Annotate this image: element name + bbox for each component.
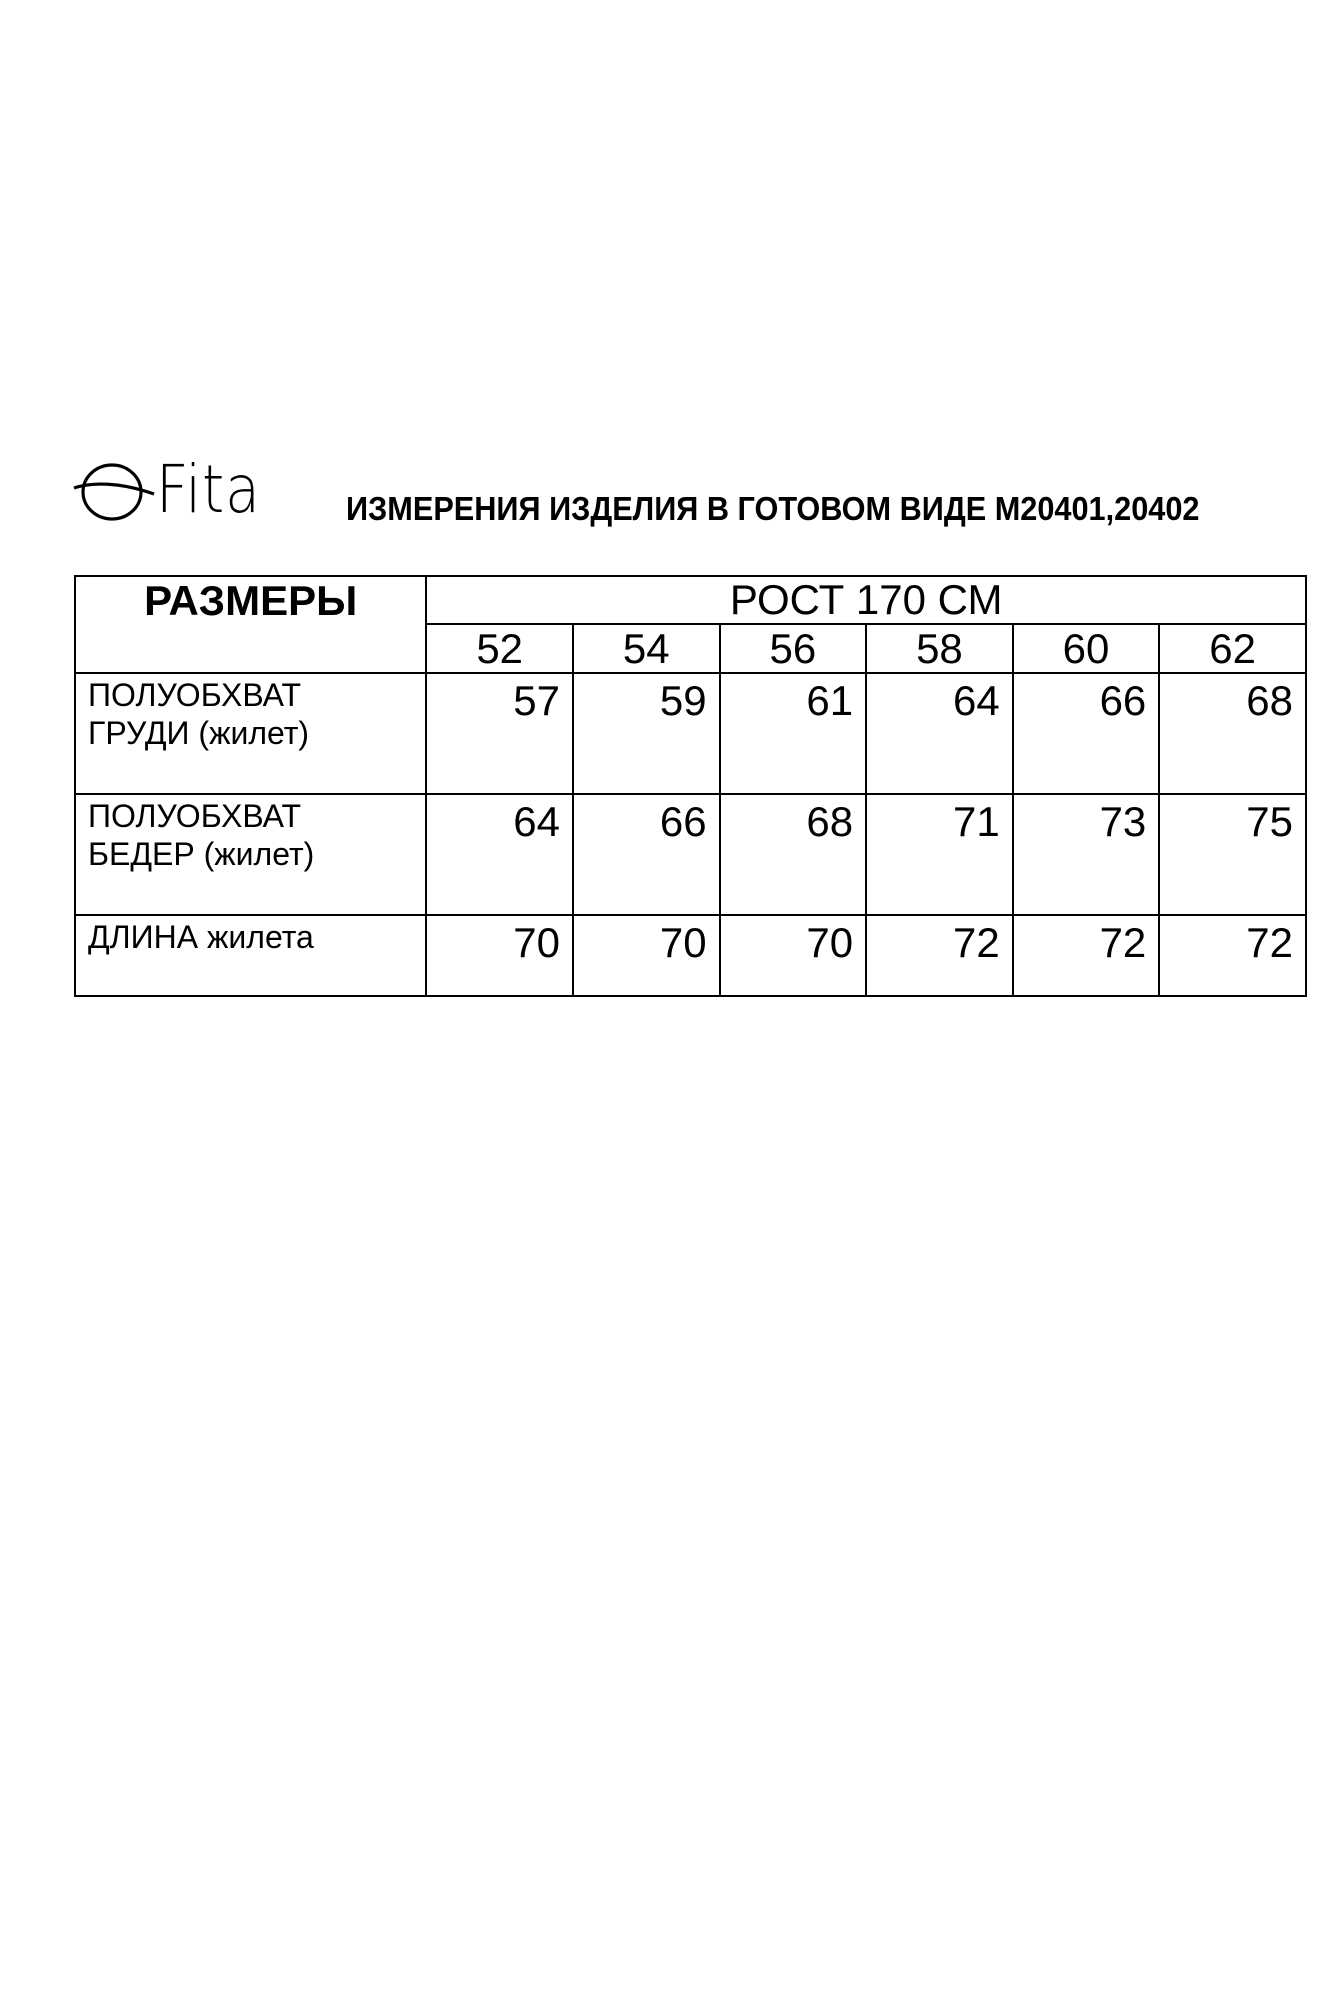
size-header: 54 [573, 624, 720, 673]
measurement-value: 66 [573, 794, 720, 915]
size-measurements-table [74, 575, 1307, 997]
brand-name: Fita [156, 451, 261, 528]
measurement-value: 70 [573, 915, 720, 996]
measurement-value: 64 [426, 794, 573, 915]
size-header: 60 [1013, 624, 1160, 673]
sizes-header-cell: РАЗМЕРЫ [75, 576, 426, 673]
measurement-label-line: ДЛИНА жилета [88, 919, 314, 955]
measurement-value: 71 [866, 794, 1013, 915]
measurement-label [75, 794, 426, 915]
measurement-value: 72 [1159, 915, 1306, 996]
measurement-value: 66 [1013, 673, 1160, 794]
table-row [75, 794, 1306, 915]
measurement-value: 75 [1159, 794, 1306, 915]
measurement-label-line: ПОЛУОБХВАТ [88, 677, 301, 713]
measurement-value: 61 [720, 673, 867, 794]
measurement-value: 59 [573, 673, 720, 794]
document-title: ИЗМЕРЕНИЯ ИЗДЕЛИЯ В ГОТОВОМ ВИДЕ М20401,20402 [346, 490, 1200, 527]
measurement-value: 72 [1013, 915, 1160, 996]
table-row [75, 915, 1306, 996]
table-header-row [75, 576, 1306, 624]
size-header: 56 [720, 624, 867, 673]
fita-logo-icon [72, 452, 156, 528]
size-header: 62 [1159, 624, 1306, 673]
size-header: 52 [426, 624, 573, 673]
measurement-value: 68 [1159, 673, 1306, 794]
brand-logo [72, 450, 292, 530]
height-header-cell: РОСТ 170 СМ [426, 576, 1306, 624]
measurement-value: 70 [426, 915, 573, 996]
measurement-value: 57 [426, 673, 573, 794]
measurement-label [75, 915, 426, 996]
measurement-label-line: ПОЛУОБХВАТ [88, 798, 301, 834]
measurement-value: 73 [1013, 794, 1160, 915]
table-row [75, 673, 1306, 794]
measurement-label [75, 673, 426, 794]
size-header: 58 [866, 624, 1013, 673]
measurement-value: 70 [720, 915, 867, 996]
measurement-value: 72 [866, 915, 1013, 996]
measurement-label-line: ГРУДИ (жилет) [88, 715, 310, 751]
measurement-value: 64 [866, 673, 1013, 794]
measurement-value: 68 [720, 794, 867, 915]
measurement-label-line: БЕДЕР (жилет) [88, 836, 315, 872]
